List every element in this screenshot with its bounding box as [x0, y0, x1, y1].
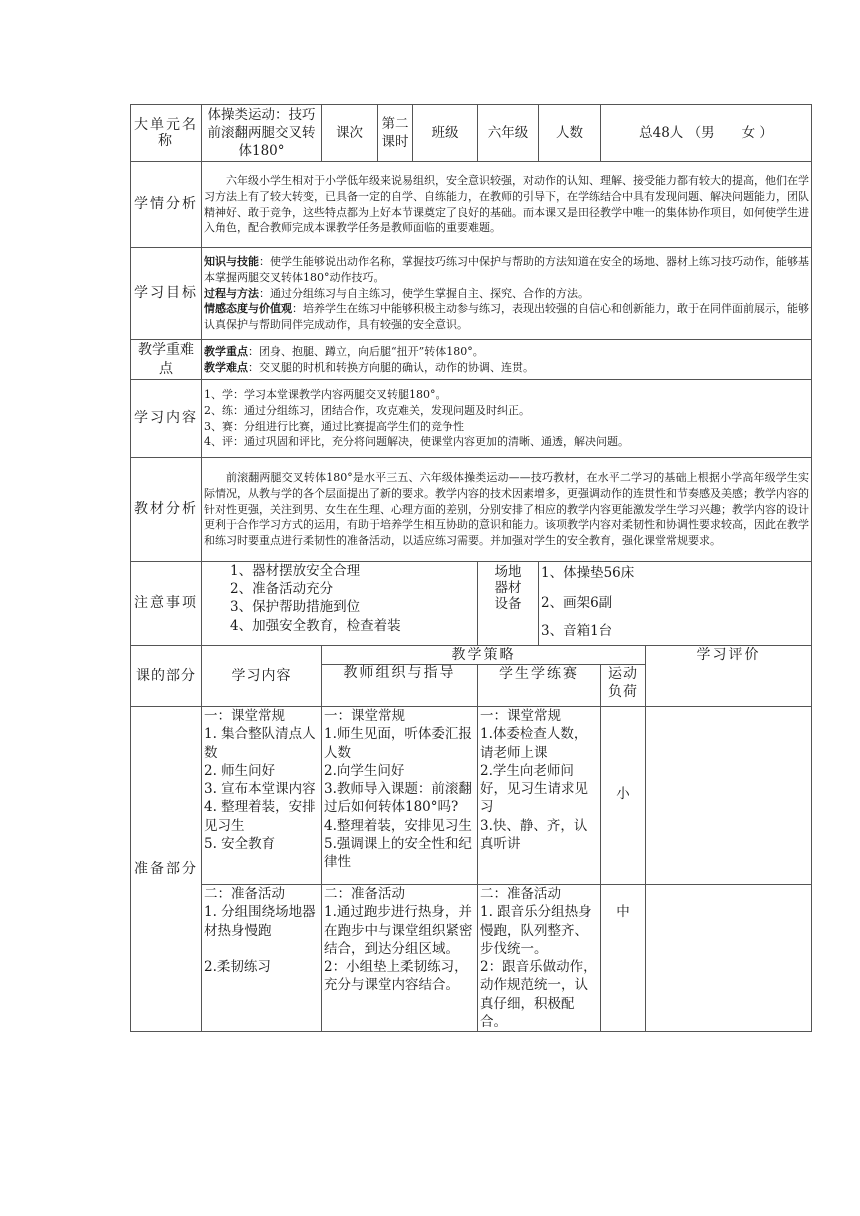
prep-teacher-line: 1.师生见面，听体委汇报人数: [324, 726, 472, 761]
key-point-focus-key: 教学重点: [204, 344, 248, 358]
material-label: 教材分析: [131, 458, 202, 562]
prep-routine-load: 小: [601, 707, 646, 885]
prep-teacher-line: 二：准备活动: [324, 886, 405, 903]
venue-list: [539, 562, 812, 646]
content-list: [202, 380, 812, 458]
key-point-difficulty: [204, 360, 809, 376]
key-point-focus: [204, 344, 809, 360]
prep-content-line: 一：课堂常规: [204, 708, 285, 725]
prep-content-line: 1. 集合整队清点人数: [204, 726, 316, 761]
prep-routine-student: [478, 707, 601, 885]
plan-teacher-header: 教师组织与指导: [322, 665, 478, 707]
venue-item: 2、画架6副: [541, 595, 613, 612]
learner-analysis-label: 学情分析: [131, 162, 202, 248]
prep-teacher-line: 2：小组垫上柔韧练习，充分与课堂内容结合。: [324, 959, 468, 994]
prep-content-line: [204, 940, 319, 958]
prep-content-line: 二：准备活动: [204, 886, 285, 903]
objectives-label: 学习目标: [131, 248, 202, 340]
plan-part-header: 课的部分: [131, 646, 202, 707]
lesson-value: 第二课时: [378, 105, 413, 162]
prep-teacher-line: 5.强调课上的安全性和纪律性: [324, 835, 472, 870]
unit-name-value: 体操类运动：技巧 前滚翻两腿交叉转体180°: [202, 105, 322, 162]
plan-student-header: 学生学练赛: [478, 665, 601, 707]
key-points-label: 教学重难点: [131, 340, 202, 380]
prep-teacher-line: 1.通过跑步进行热身，并在跑步中与课堂组织紧密结合，到达分组区域。: [324, 904, 473, 957]
prep-student-line: 2.学生向老师问好，见习生请求见习: [480, 762, 588, 816]
lesson-plan-table: [130, 104, 812, 1032]
prep-teacher-line: 4.整理着装，安排见习生: [324, 817, 472, 834]
prep-routine-content: [202, 707, 322, 885]
prep-label: 准备部分: [131, 707, 202, 1032]
objective-process: [204, 286, 809, 302]
note-item: 3、保护帮助措施到位: [230, 599, 361, 616]
objective-knowledge-key: 知识与技能: [204, 254, 260, 268]
venue-item: 1、体操垫56床: [541, 565, 635, 581]
prep-content-line: 5. 安全教育: [204, 835, 276, 852]
note-item: 1、器材摆放安全合理: [230, 563, 361, 579]
venue-label: 场地器材设备: [478, 562, 539, 646]
plan-strategy-header: 教学策略: [322, 646, 646, 665]
key-point-difficulty-text: ：交叉腿的时机和转换方向腿的确认，动作的协调、连贯。: [248, 360, 534, 374]
prep-student-line: 3.快、静、齐，认真听讲: [480, 817, 588, 852]
prep-teacher-line: 一：课堂常规: [324, 708, 405, 725]
lesson-label: 课次: [322, 105, 378, 162]
notes-label: 注意事项: [131, 562, 202, 646]
objective-attitude-text: ：培养学生在练习中能够积极主动参与练习，表现出较强的自信心和创新能力，敢于在同伴面前展示，能够认真保护与帮助同伴完成动作，具有较强的安全意识。: [204, 302, 810, 332]
key-point-difficulty-key: 教学难点: [204, 360, 248, 374]
objective-knowledge: [204, 254, 809, 286]
prep-student-line: 1. 跟音乐分组热身慢跑，队列整齐、步伐统一。: [480, 904, 592, 957]
prep-warmup-teacher: [322, 885, 478, 1032]
note-item: 4、加强安全教育，检查着装: [230, 617, 401, 634]
objective-knowledge-text: ：使学生能够说出动作名称，掌握技巧练习中保护与帮助的方法知道在安全的场地、器材上练习技巧动作，能够基本掌握两腿交叉转体180°动作技巧。: [204, 254, 810, 284]
objective-process-key: 过程与方法: [204, 286, 259, 300]
content-item: 2、练：通过分组练习，团结合作，攻克难关，发现问题及时纠正。: [204, 403, 530, 417]
plan-load-header: 运动负荷: [601, 665, 646, 707]
prep-content-line: 4. 整理着装，安排见习生: [204, 799, 316, 834]
prep-content-line: 1. 分组围绕场地器材热身慢跑: [204, 904, 316, 939]
prep-content-line: 3. 宣布本堂课内容: [204, 781, 316, 798]
objective-attitude: [204, 301, 809, 333]
prep-student-line: 2：跟音乐做动作，动作规范统一，认真仔细，积极配合。: [480, 959, 597, 1030]
prep-warmup-student: [478, 885, 601, 1032]
count-value: 总48人 （男 女 ）: [601, 105, 812, 162]
material-text: 前滚翻两腿交叉转体180°是水平三五、六年级体操类运动——技巧教材，在水平二学习的基础上根据小学高年级学生实际情况，从教与学的各个层面提出了新的要求。教学内容的技术因素增多，更强调动作的连贯性和节奏感及美感；教学内容的针对性更强，关注到男、女生在生理、心理方面的差别，分别安排了相应的教学内容更能激发学生学习兴趣；教学内容的设计更利于合作学习方式的运用，有助于培养学生相互协助的意识和能力。该项教学内容对柔韧性和协调性要求较高，因此在教学和练习时要重点进行柔韧性的准备活动，以适应练习需要。并加强对学生的安全教育，强化课堂常规要求。: [202, 458, 812, 562]
prep-warmup-load: 中: [601, 885, 646, 1032]
prep-routine-eval: [646, 707, 812, 885]
content-item: 1、学：学习本堂课教学内容两腿交叉转腿180°。: [204, 387, 447, 401]
prep-teacher-line: 3.教师导入课题：前滚翻过后如何转体180°吗?: [324, 781, 472, 816]
content-item: 3、赛：分组进行比赛，通过比赛提高学生们的竞争性: [204, 419, 464, 433]
prep-student-line: 1.体委检查人数，请老师上课: [480, 726, 588, 761]
prep-warmup-content: [202, 885, 322, 1032]
prep-warmup-eval: [646, 885, 812, 1032]
content-item: 4、评：通过巩固和评比，充分将问题解决，使课堂内容更加的清晰、通透，解决问题。: [204, 435, 629, 449]
notes-list: [202, 562, 478, 646]
note-item: 2、准备活动充分: [230, 581, 334, 598]
unit-name-label: 大单元名称: [131, 105, 202, 162]
count-label: 人数: [539, 105, 601, 162]
objectives-content: [202, 248, 812, 340]
objective-process-text: ：通过分组练习与自主练习，使学生掌握自主、探究、合作的方法。: [259, 286, 589, 300]
content-label: 学习内容: [131, 380, 202, 458]
venue-item: 3、音箱1台: [541, 623, 613, 640]
prep-content-line: 2. 师生问好: [204, 762, 276, 779]
prep-content-line: 2.柔韧练习: [204, 959, 271, 976]
prep-teacher-line: 2.向学生问好: [324, 762, 405, 779]
key-point-focus-text: ：团身、抱腿、蹲立，向后腿“扭开”转体180°。: [248, 344, 484, 358]
plan-eval-header: 学习评价: [646, 646, 812, 707]
prep-routine-teacher: [322, 707, 478, 885]
key-points-content: [202, 340, 812, 380]
grade-value: 六年级: [478, 105, 539, 162]
grade-label: 班级: [413, 105, 478, 162]
prep-student-line: 二：准备活动: [480, 886, 561, 903]
learner-analysis-text: 六年级小学生相对于小学低年级来说易组织，安全意识较强，对动作的认知、理解、接受能力都有较大的提高，他们在学习方法上有了较大转变，已具备一定的自学、自练能力，在教师的引导下，在学练结合中具有发现问题、解决问题能力，团队精神好、敢于竞争，这些特点都为上好本节课奠定了良好的基础。而本课又是田径教学中唯一的集体协作项目，如何使学生进入角色，配合教师完成本课教学任务是教师面临的重要难题。: [202, 162, 812, 248]
objective-attitude-key: 情感态度与价值观: [204, 302, 293, 316]
plan-content-header: 学习内容: [202, 646, 322, 707]
prep-student-line: 一：课堂常规: [480, 708, 561, 725]
